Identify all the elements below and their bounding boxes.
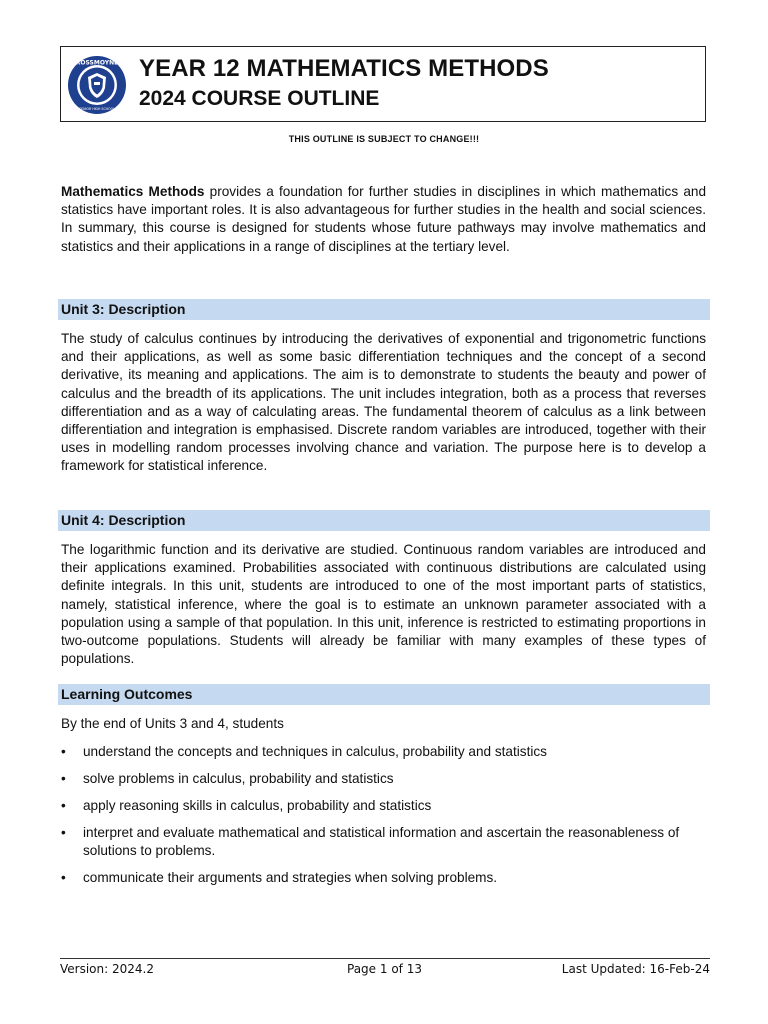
header-box	[60, 46, 706, 122]
footer-divider	[60, 958, 710, 959]
list-item	[61, 743, 706, 761]
list-item	[61, 770, 706, 788]
outcomes-list	[61, 743, 706, 896]
list-item-text: solve problems in calculus, probability and statistics	[83, 771, 394, 786]
page-title: YEAR 12 MATHEMATICS METHODS	[139, 55, 549, 82]
list-item	[61, 797, 706, 815]
list-item-text: apply reasoning skills in calculus, probability and statistics	[83, 798, 432, 813]
learning-outcomes-heading: Learning Outcomes	[58, 684, 710, 705]
unit4-description: The logarithmic function and its derivative are studied. Continuous random variables are introduced and their applications examined. Probabilities associated with continuous distributions are calculated using definite integrals. In this unit, students are introduced to one of the most important parts of statistics, namely, statistical inference, where the goal is to estimate an unknown parameter associated with a population using a sample of that population. In this unit, inference is restricted to estimating proportions in two-outcome populations. Students will already be familiar with many examples of these types of populations.	[61, 542, 706, 667]
list-item-text: interpret and evaluate mathematical and statistical information and ascertain the reasonableness of solutions to problems.	[83, 825, 680, 859]
list-item-text: understand the concepts and techniques in calculus, probability and statistics	[83, 744, 547, 759]
unit3-heading: Unit 3: Description	[58, 299, 710, 320]
intro-paragraph	[61, 183, 706, 256]
intro-text: provides a foundation for further studies in disciplines in which mathematics and statistics have important roles. It is also advantageous for further studies in the health and social sciences. In summary, this course is designed for students whose future pathways may involve mathematics and statistics and their applications in a range of disciplines at the tertiary level.	[61, 184, 707, 254]
bullet-icon: •	[61, 870, 66, 886]
bullet-icon: •	[61, 825, 66, 840]
list-item	[61, 824, 706, 860]
page-subtitle: 2024 COURSE OUTLINE	[139, 87, 380, 110]
crest-arc-text: ROSSMOYNE	[75, 59, 119, 67]
unit3-description: The study of calculus continues by introducing the derivatives of exponential and trigonometric functions and their applications, as well as some basic differentiation techniques and the concept of a second derivative, its meaning and applications. The aim is to demonstrate to students the beauty and power of calculus and the breadth of its applications. The unit includes integration, both as a process that reverses differentiation and as a way of calculating areas. The fundamental theorem of calculus as a link between differentiation and integration is emphasised. Discrete random variables are introduced, together with their uses in modelling random processes involving chance and variation. The purpose here is to develop a framework for statistical inference.	[61, 331, 706, 474]
footer-page-number: Page 1 of 13	[347, 962, 422, 976]
change-notice: THIS OUTLINE IS SUBJECT TO CHANGE!!!	[288, 134, 480, 144]
bullet-icon: •	[61, 798, 66, 813]
bullet-icon: •	[61, 771, 66, 786]
footer-version: Version: 2024.2	[60, 962, 154, 976]
outcomes-intro: By the end of Units 3 and 4, students	[61, 716, 284, 731]
crest-bottom-text: SENIOR HIGH SCHOOL	[79, 107, 115, 111]
intro-bold-lead: Mathematics Methods	[61, 184, 205, 199]
bullet-icon: •	[61, 744, 66, 759]
list-item	[61, 869, 706, 887]
unit4-heading: Unit 4: Description	[58, 510, 710, 531]
footer-last-updated: Last Updated: 16-Feb-24	[561, 962, 710, 976]
list-item-text: communicate their arguments and strategies when solving problems.	[83, 870, 498, 886]
school-crest-icon	[67, 55, 127, 115]
